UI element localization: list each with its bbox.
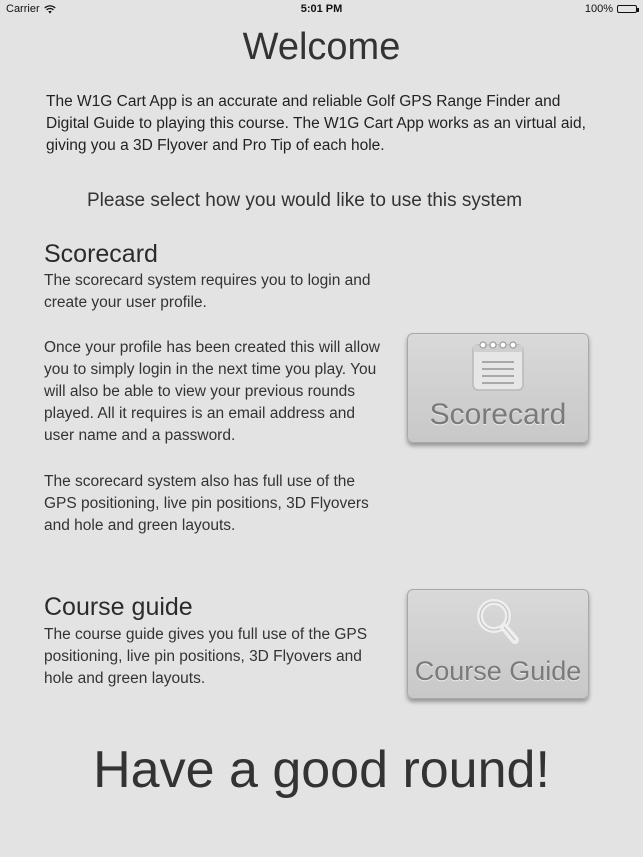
scorecard-heading: Scorecard [44,240,158,268]
course-guide-heading: Course guide [44,593,193,621]
magnifier-icon [408,596,588,648]
status-time: 5:01 PM [300,3,343,15]
battery-percent: 100% [584,3,613,15]
course-guide-button-label: Course Guide [414,656,582,686]
carrier-label: Carrier [6,3,40,15]
battery-indicator [585,3,637,15]
intro-text: The W1G Cart App is an accurate and reliable Golf GPS Range Finder and Digital Guide to playing this course. The W1G Cart App works as an virtual aid, giving you a 3D Flyover and Pro Tip of each hole. [46,93,586,154]
scorecard-profile-text: Once your profile has been created this will allow you to simply login in the next time you play. You will also be able to view your previous rounds played. All it requires is an email address and user name and a password. [44,339,381,444]
closing-message: Have a good round! [93,741,550,799]
page-title: Welcome [242,26,401,68]
scorecard-button-label: Scorecard [429,398,567,431]
scorecard-features-text: The scorecard system also has full use of the GPS positioning, live pin positions, 3D Flyovers and hole and green layouts. [44,473,369,534]
status-bar [0,0,643,18]
notepad-icon [408,340,588,392]
selection-prompt: Please select how you would like to use this system [87,190,523,211]
course-guide-button[interactable] [407,589,589,699]
battery-icon [617,5,637,13]
scorecard-description: The scorecard system requires you to login and create your user profile. [44,272,371,311]
scorecard-button[interactable] [407,333,589,443]
course-guide-description: The course guide gives you full use of the GPS positioning, live pin positions, 3D Flyovers and hole and green layouts. [44,626,368,687]
